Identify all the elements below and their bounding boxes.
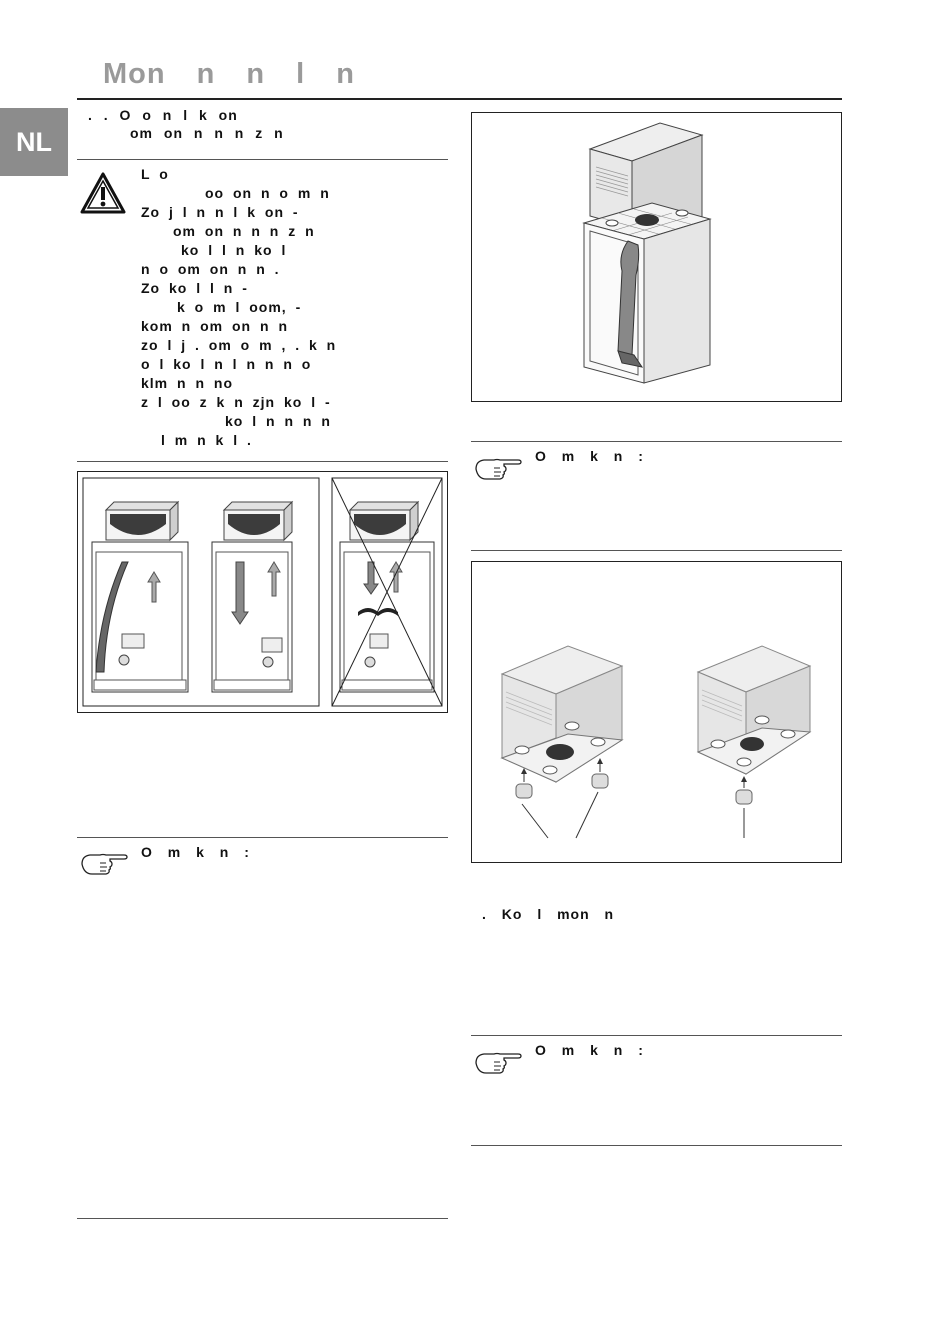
plugs-figure bbox=[471, 561, 842, 863]
language-tab: NL bbox=[0, 108, 68, 176]
divider bbox=[77, 837, 448, 838]
plugs-diagram bbox=[472, 562, 841, 862]
cabinet-correct-1 bbox=[92, 502, 188, 692]
divider bbox=[471, 1145, 842, 1146]
warning-line: n o om on n n . bbox=[141, 261, 280, 277]
note-label: O m k n : bbox=[535, 448, 646, 464]
pointing-hand-icon bbox=[80, 850, 128, 878]
page-title: Mon n n l n bbox=[103, 58, 356, 90]
warning-line: ko l n n n n bbox=[225, 413, 331, 429]
section-heading-line-2: om on n n n z n bbox=[130, 125, 284, 141]
cabinet-incorrect bbox=[332, 478, 442, 706]
header-rule bbox=[77, 98, 842, 100]
warning-text bbox=[141, 165, 446, 450]
cabinet-bottom-right bbox=[698, 646, 810, 838]
cabinet-bottom-left bbox=[502, 646, 622, 838]
warning-line: l m n k l . bbox=[161, 432, 252, 448]
warning-line: Zo ko l l n - bbox=[141, 280, 248, 296]
divider bbox=[471, 441, 842, 442]
section-heading-mounting: . Ko l mon n bbox=[482, 906, 615, 922]
airflow-diagram bbox=[78, 472, 447, 712]
cabinet-correct-2 bbox=[212, 502, 292, 692]
section-heading-line-1: . . O o n l k on bbox=[88, 107, 238, 123]
duct-figure bbox=[471, 112, 842, 402]
warning-line: kom n om on n n bbox=[141, 318, 288, 334]
warning-line: L o bbox=[141, 166, 169, 182]
warning-line: Zo j l n n l k on - bbox=[141, 204, 299, 220]
divider bbox=[77, 1218, 448, 1219]
warning-line: z l oo z k n zjn ko l - bbox=[141, 394, 331, 410]
warning-line: ko l l n ko l bbox=[181, 242, 287, 258]
section-heading bbox=[88, 106, 284, 142]
warning-line: o l ko l n l n n n o bbox=[141, 356, 312, 372]
pointing-hand-icon bbox=[474, 455, 522, 483]
warning-triangle-icon bbox=[80, 172, 126, 214]
warning-line: oo on n o m n bbox=[205, 185, 330, 201]
divider bbox=[77, 159, 448, 160]
pointing-hand-icon bbox=[474, 1049, 522, 1077]
warning-line: k o m l oom, - bbox=[177, 299, 302, 315]
note-label: O m k n : bbox=[141, 844, 252, 860]
warning-line: zo l j . om o m , . k n bbox=[141, 337, 337, 353]
duct-diagram bbox=[472, 113, 841, 401]
airflow-figure bbox=[77, 471, 448, 713]
note-label: O m k n : bbox=[535, 1042, 646, 1058]
warning-line: om on n n n z n bbox=[173, 223, 315, 239]
divider bbox=[77, 461, 448, 462]
divider bbox=[471, 550, 842, 551]
warning-line: klm n n no bbox=[141, 375, 233, 391]
divider bbox=[471, 1035, 842, 1036]
